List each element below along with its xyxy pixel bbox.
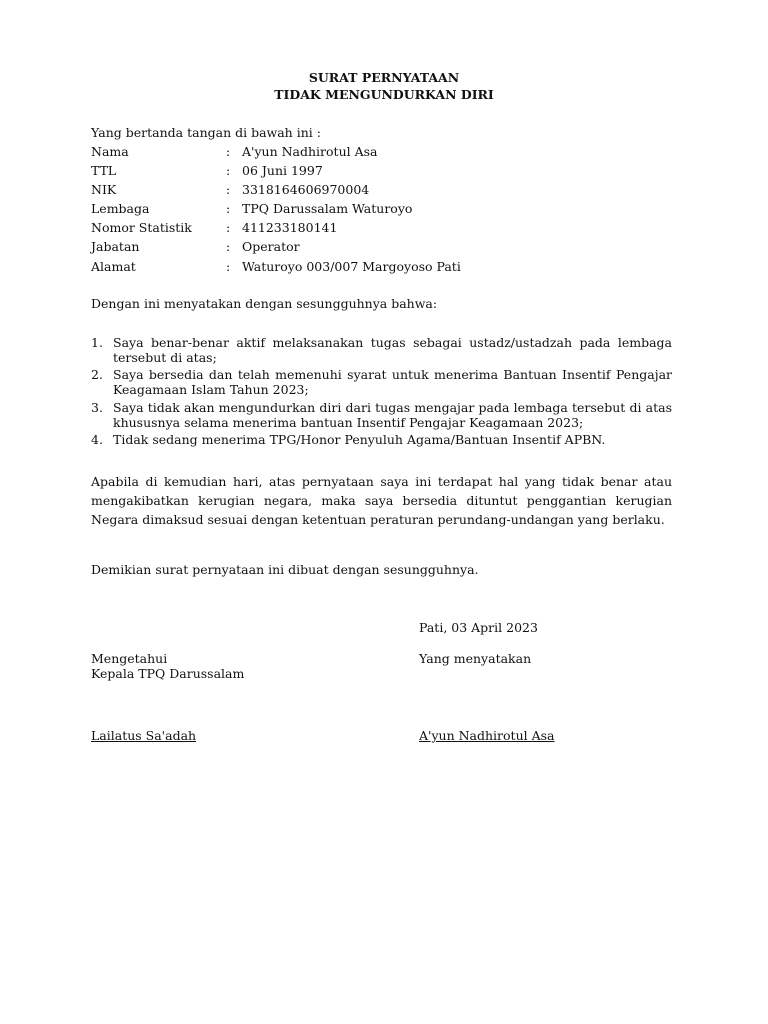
left-sign-subtitle: Kepala TPQ Darussalam [91,666,245,681]
field-label: Lembaga [91,201,150,216]
list-item-text: Saya bersedia dan telah memenuhi syarat untuk menerima Bantuan Insentif Pengajar Keagamaan Islam Tahun 2023; [113,367,672,397]
list-item-number: 4. [91,432,103,447]
field-label: Jabatan [91,239,140,254]
document-title-line-1: SURAT PERNYATAAN [308,70,460,85]
list-item-text: Saya benar-benar aktif melaksanakan tugas sebagai ustadz/ustadzah pada lembaga tersebut di atas; [113,335,672,365]
field-label: NIK [91,182,117,197]
field-colon: : [226,259,231,274]
field-colon: : [226,201,231,216]
list-item-text: Tidak sedang menerima TPG/Honor Penyuluh Agama/Bantuan Insentif APBN. [113,432,606,447]
left-sign-title: Mengetahui [91,651,168,666]
closing-text: Demikian surat pernyataan ini dibuat dengan sesungguhnya. [91,562,479,577]
intro-text: Yang bertanda tangan di bawah ini : [91,125,321,140]
field-value: 3318164606970004 [242,182,370,197]
place-date: Pati, 03 April 2023 [419,620,538,635]
field-label: Nama [91,144,129,159]
field-label: TTL [91,163,117,178]
field-colon: : [226,144,231,159]
statement-intro: Dengan ini menyatakan dengan sesungguhnya bahwa: [91,296,438,311]
field-value: A'yun Nadhirotul Asa [242,144,378,159]
field-colon: : [226,220,231,235]
list-item-number: 1. [91,335,103,350]
list-item-text: Saya tidak akan mengundurkan diri dari tugas mengajar pada lembaga tersebut di atas khususnya selama menerima bantuan Insentif Pengajar Keagamaan 2023; [113,400,672,430]
right-signatory-name: A'yun Nadhirotul Asa [419,728,555,743]
field-value: 411233180141 [242,220,338,235]
field-label: Nomor Statistik [91,220,192,235]
list-item-number: 2. [91,367,103,382]
field-colon: : [226,239,231,254]
field-value: TPQ Darussalam Waturoyo [242,201,413,216]
field-value: 06 Juni 1997 [242,163,323,178]
list-item-number: 3. [91,400,103,415]
field-colon: : [226,163,231,178]
field-value: Waturoyo 003/007 Margoyoso Pati [242,259,461,274]
liability-paragraph: Apabila di kemudian hari, atas pernyataan saya ini terdapat hal yang tidak benar atau mengakibatkan kerugian negara, maka saya bersedia dituntut penggantian kerugian Negara dimaksud sesuai dengan ketentuan peraturan perundang-undangan yang berlaku. [91,474,672,527]
field-label: Alamat [91,259,136,274]
right-sign-title: Yang menyatakan [419,651,532,666]
field-value: Operator [242,239,300,254]
left-signatory-name: Lailatus Sa'adah [91,728,197,743]
field-colon: : [226,182,231,197]
document-title-line-2: TIDAK MENGUNDURKAN DIRI [274,87,494,102]
